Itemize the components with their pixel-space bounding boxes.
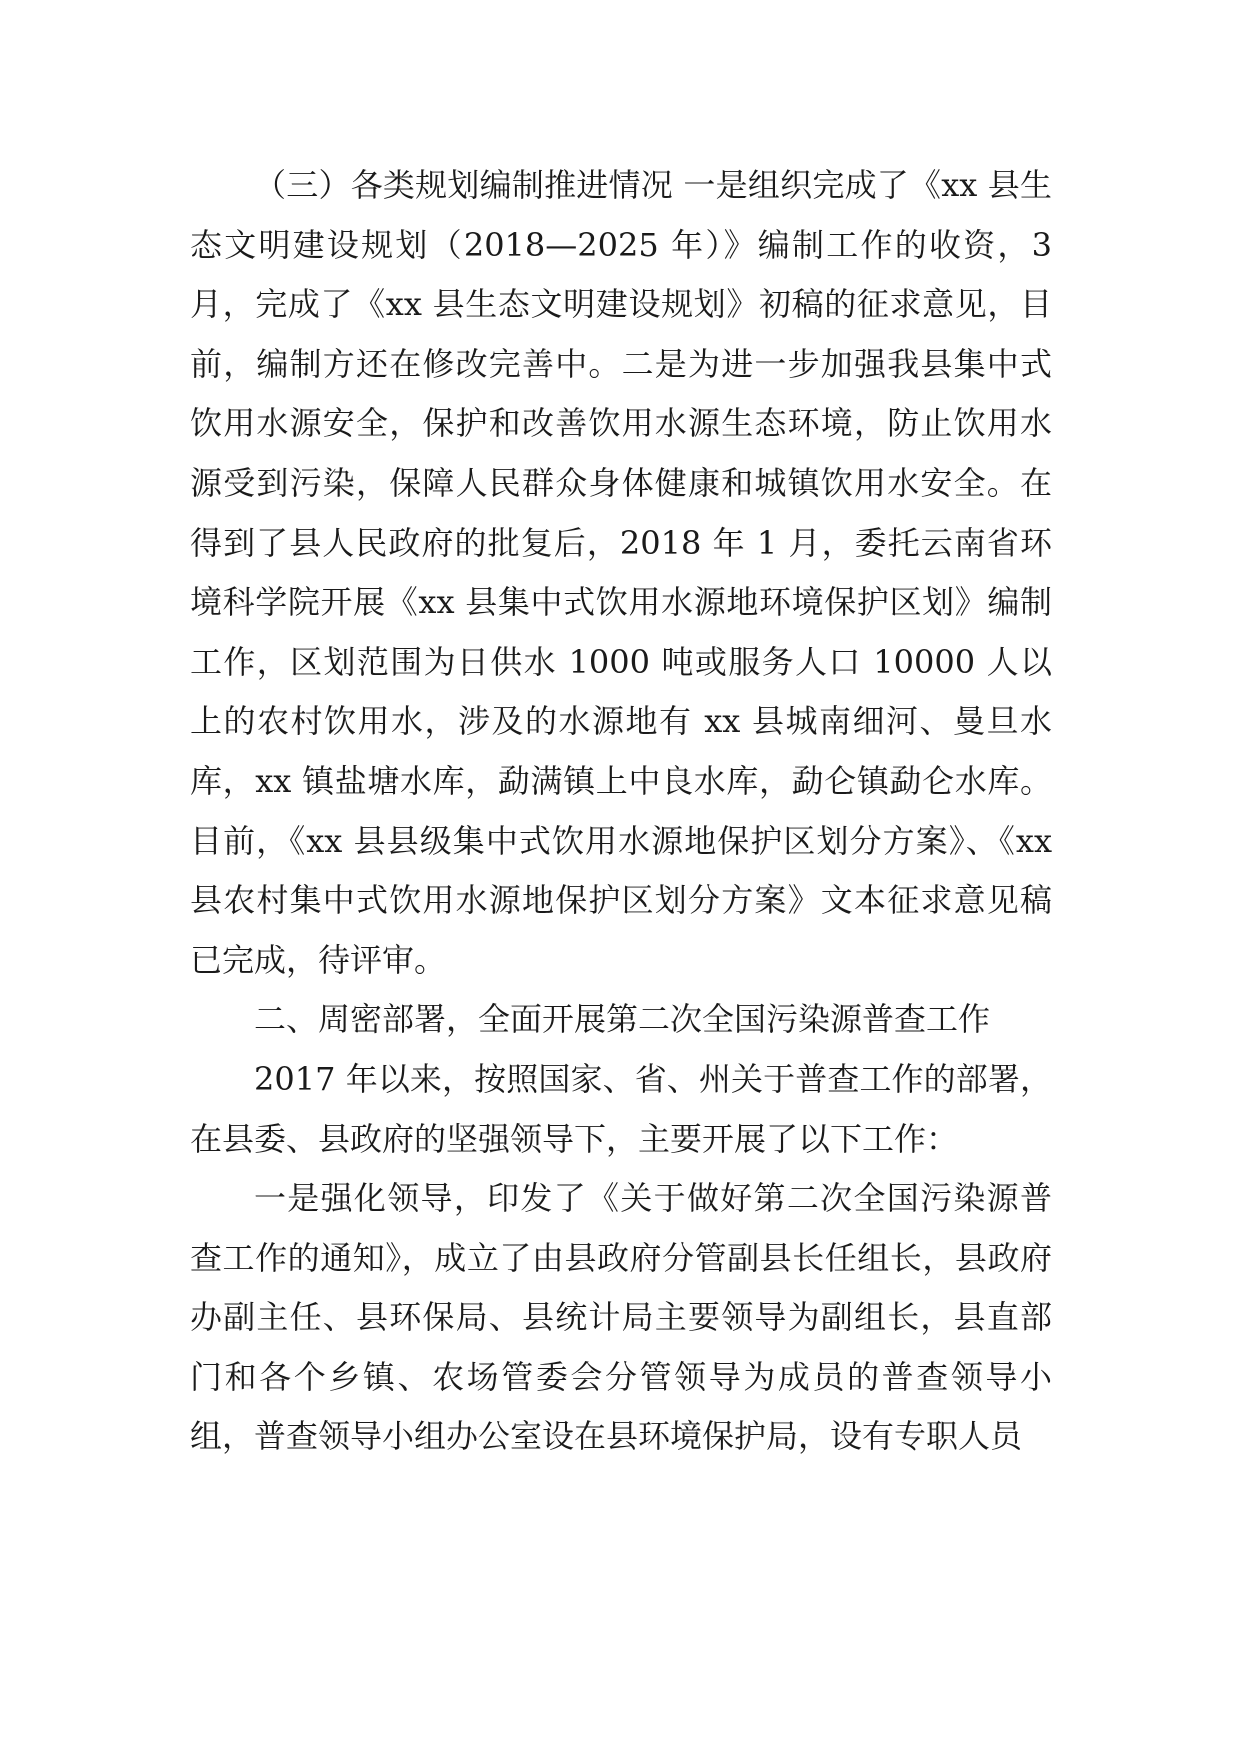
document-body [190,156,1052,1467]
paragraph-census-intro: 2017 年以来，按照国家、省、州关于普查工作的部署，在县委、县政府的坚强领导下，主要开展了以下工作： [190,1059,1052,1158]
paragraph-leadership: 一是强化领导，印发了《关于做好第二次全国污染源普查工作的通知》，成立了由县政府分管副县长任组长，县政府办副主任、县环保局、县统计局主要领导为副组长，县直部门和各个乡镇、农场管委会分管领导为成员的普查领导小组，普查领导小组办公室设在县环境保护局，设有专职人员 [190,1179,1052,1456]
paragraph-planning-progress: （三）各类规划编制推进情况 一是组织完成了《xx 县生态文明建设规划（2018—2025 年）》编制工作的收资，3 月，完成了《xx 县生态文明建设规划》初稿的征求意见，目前，编制方还在修改完善中。二是为进一步加强我县集中式饮用水源安全，保护和改善饮用水源生态环境，防止饮用水源受到污染，保障人民群众身体健康和城镇饮用水安全。在得到了县人民政府的批复后，2018 年 1 月，委托云南省环境科学院开展《xx 县集中式饮用水源地环境保护区划》编制工作，区划范围为日供水 1000 吨或服务人口 10000 人以上的农村饮用水，涉及的水源地有 xx 县城南细河、曼旦水库，xx 镇盐塘水库，勐满镇上中良水库，勐仑镇勐仑水库。目前，《xx 县县级集中式饮用水源地保护区划分方案》、《xx 县农村集中式饮用水源地保护区划分方案》文本征求意见稿已完成，待评审。 [190,166,1052,979]
section-heading-pollution-census: 二、周密部署，全面开展第二次全国污染源普查工作 [254,1000,991,1039]
